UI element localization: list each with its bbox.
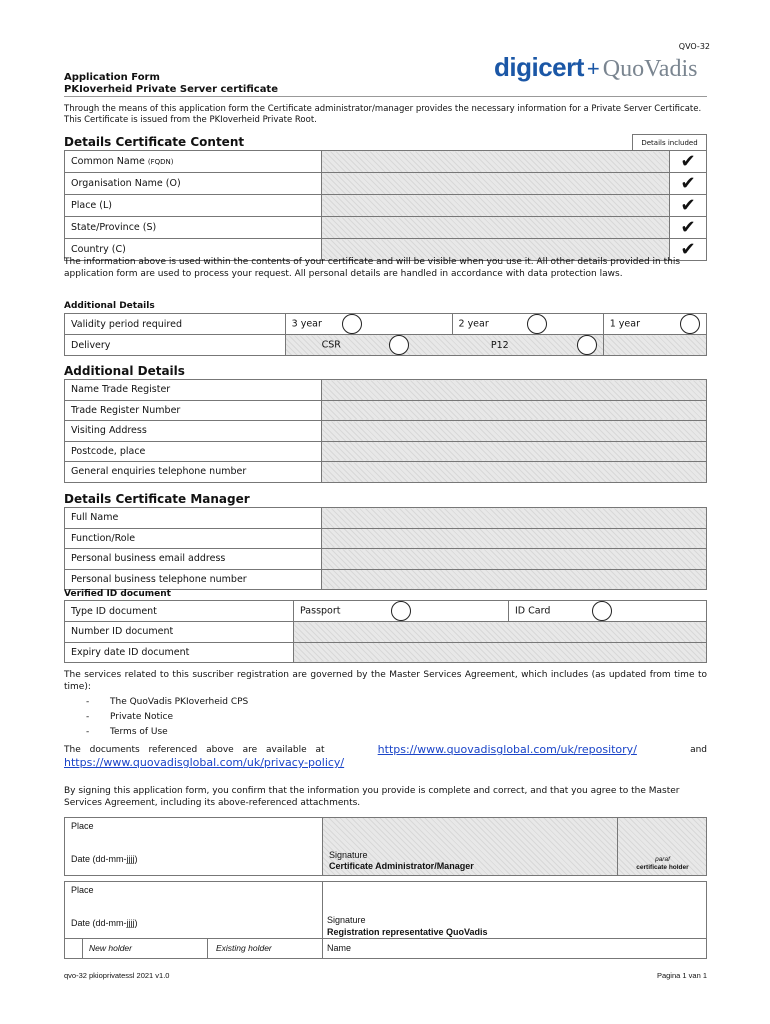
sig1-left	[65, 818, 322, 875]
id-type-label: Type ID document	[65, 601, 294, 622]
visiting-address-field[interactable]	[322, 421, 707, 442]
repository-link[interactable]: https://www.quovadisglobal.com/uk/repository/	[377, 743, 637, 756]
logo-plus: +	[586, 56, 600, 81]
common-name-label: Common Name	[71, 156, 145, 167]
radio-idcard[interactable]	[592, 601, 612, 621]
phone-field[interactable]	[322, 569, 707, 590]
sig2-name-label: Name	[327, 943, 352, 953]
terms-list	[86, 695, 386, 740]
privacy-link[interactable]: https://www.quovadisglobal.com/uk/privacy-policy/	[64, 756, 345, 769]
postcode-place-label: Postcode, place	[65, 441, 322, 462]
table-row	[65, 173, 707, 195]
paraf-label: paraf	[655, 856, 670, 863]
validity-1y-option[interactable]	[603, 314, 706, 335]
place-field[interactable]	[322, 195, 670, 217]
general-phone-label: General enquiries telephone number	[65, 462, 322, 483]
sig2-place-label: Place	[71, 885, 94, 895]
checkmark-icon: ✔	[670, 173, 707, 195]
validity-3y-option[interactable]	[285, 314, 452, 335]
table-row	[65, 462, 707, 483]
validity-delivery-table	[64, 313, 707, 356]
sig1-signature-label: Signature	[329, 850, 368, 860]
cert-content-heading: Details Certificate Content	[64, 135, 245, 149]
row-label	[65, 151, 322, 173]
country-label: Country (C)	[65, 239, 322, 261]
id-expiry-label: Expiry date ID document	[65, 642, 294, 663]
digicert-quovadis-logo	[494, 52, 697, 83]
sig1-place-label: Place	[71, 821, 94, 831]
radio-p12[interactable]	[577, 335, 597, 355]
id-number-label: Number ID document	[65, 622, 294, 643]
cert-content-table	[64, 150, 707, 261]
place-label: Place (L)	[65, 195, 322, 217]
document-code: QVO-32	[678, 42, 710, 51]
common-name-field[interactable]	[322, 151, 670, 173]
new-holder-checkbox[interactable]	[65, 938, 83, 958]
existing-holder-label: Existing holder	[216, 943, 272, 953]
radio-1-year[interactable]	[680, 314, 700, 334]
option-1y-label: 1 year	[609, 318, 640, 330]
sig2-divider	[322, 882, 323, 958]
passport-label: Passport	[300, 605, 341, 617]
additional-table	[64, 379, 707, 483]
sig2-role-label: Registration representative QuoVadis	[327, 927, 488, 937]
validity-2y-option[interactable]	[452, 314, 603, 335]
details-included-header: Details included	[632, 134, 707, 150]
phone-label: Personal business telephone number	[65, 569, 322, 590]
manager-heading: Details Certificate Manager	[64, 492, 250, 506]
full-name-label: Full Name	[65, 508, 322, 529]
validity-label: Validity period required	[65, 314, 286, 335]
title-line-1: Application Form	[64, 72, 160, 83]
list-item: - Terms of Use	[86, 727, 168, 737]
state-province-label: State/Province (S)	[65, 217, 322, 239]
table-row	[65, 642, 707, 663]
id-document-table	[64, 600, 707, 663]
signature-block-quovadis	[64, 881, 707, 959]
table-row	[65, 151, 707, 173]
page-title	[64, 72, 278, 96]
table-row	[65, 622, 707, 643]
idcard-label: ID Card	[515, 605, 551, 617]
organisation-name-field[interactable]	[322, 173, 670, 195]
state-province-field[interactable]	[322, 217, 670, 239]
trade-register-name-field[interactable]	[322, 380, 707, 401]
delivery-label: Delivery	[65, 335, 286, 356]
sig2-signature-label: Signature	[327, 915, 366, 925]
delivery-blank	[603, 335, 706, 356]
table-row	[65, 421, 707, 442]
table-row	[65, 549, 707, 570]
signing-statement: By signing this application form, you confirm that the information you provide is complete and correct, and that you agree to the Master Services Agreement, including its above-referenced attachments.	[64, 786, 680, 808]
available-text: The documents referenced above are available at	[64, 745, 325, 755]
table-row	[65, 314, 707, 335]
option-3y-label: 3 year	[291, 318, 322, 330]
checkmark-icon: ✔	[670, 217, 707, 239]
logo-quovadis: QuoVadis	[602, 56, 698, 82]
sig2-row-divider	[65, 938, 706, 939]
new-holder-label: New holder	[89, 943, 132, 953]
terms-item-privacy: Private Notice	[110, 712, 173, 722]
sig1-date-label: Date (dd-mm-jjjj)	[71, 854, 138, 864]
sig2-date-label: Date (dd-mm-jjjj)	[71, 918, 138, 928]
cert-content-note: The information above is used within the contents of your certificate and will be visible when you use it. All other details provided in this application form are used to process your request. All personal details are handled in accordance with data protection laws.	[64, 257, 681, 279]
manager-table	[64, 507, 707, 590]
table-row	[65, 195, 707, 217]
trade-register-name-label: Name Trade Register	[65, 380, 322, 401]
table-row	[65, 601, 707, 622]
radio-2-year[interactable]	[527, 314, 547, 334]
table-row	[65, 217, 707, 239]
title-line-2: PKIoverheid Private Server certificate	[64, 84, 278, 95]
organisation-name-label: Organisation Name (O)	[65, 173, 322, 195]
existing-holder-checkbox[interactable]	[207, 938, 208, 958]
checkmark-icon: ✔	[670, 239, 707, 261]
privacy-line	[64, 757, 707, 770]
trade-register-number-field[interactable]	[322, 400, 707, 421]
footer-doc-id: qvo-32 pkioprivatessl 2021 v1.0	[64, 971, 170, 980]
option-2y-label: 2 year	[458, 318, 489, 330]
radio-csr[interactable]	[389, 335, 409, 355]
additional-heading: Additional Details	[64, 364, 185, 378]
fqdn-note: (FQDN)	[147, 158, 174, 166]
intro-text: Through the means of this application form the Certificate administrator/manager provides the necessary information for a Private Server Certificate. This Certificate is issued from the PKIoverheid Private Root.	[64, 104, 702, 125]
function-role-field[interactable]	[322, 528, 707, 549]
logo-digicert: digicert	[494, 52, 584, 82]
email-field[interactable]	[322, 549, 707, 570]
list-item: - The QuoVadis PKIoverheid CPS	[86, 697, 249, 707]
header-divider	[64, 96, 707, 97]
verified-id-heading: Verified ID document	[64, 589, 171, 599]
table-row	[65, 569, 707, 590]
checkmark-icon: ✔	[670, 151, 707, 173]
sig1-signature-field[interactable]	[322, 818, 617, 875]
option-p12-label: P12	[490, 339, 509, 351]
trade-register-number-label: Trade Register Number	[65, 400, 322, 421]
table-row	[65, 528, 707, 549]
holder-label: certificate holder	[636, 864, 689, 871]
full-name-field[interactable]	[322, 508, 707, 529]
available-line	[64, 744, 707, 756]
radio-passport[interactable]	[391, 601, 411, 621]
passport-option[interactable]	[294, 601, 509, 622]
idcard-option[interactable]	[509, 601, 707, 622]
radio-3-year[interactable]	[342, 314, 362, 334]
visiting-address-label: Visiting Address	[65, 421, 322, 442]
table-row	[65, 400, 707, 421]
terms-intro: The services related to this suscriber registration are governed by the Master Services Agreement, which includes (as updated from time to time):	[64, 670, 707, 692]
terms-item-cps: The QuoVadis PKIoverheid CPS	[110, 697, 249, 707]
checkmark-icon: ✔	[670, 195, 707, 217]
table-row	[65, 335, 707, 356]
general-phone-field[interactable]	[322, 462, 707, 483]
id-number-field[interactable]	[294, 622, 707, 643]
sig1-role-label: Certificate Administrator/Manager	[329, 861, 474, 871]
sig1-paraf-field[interactable]	[617, 818, 706, 875]
list-item: - Private Notice	[86, 712, 173, 722]
id-expiry-field[interactable]	[294, 642, 707, 663]
function-role-label: Function/Role	[65, 528, 322, 549]
postcode-place-field[interactable]	[322, 441, 707, 462]
option-csr-label: CSR	[321, 339, 341, 351]
terms-item-tou: Terms of Use	[110, 727, 168, 737]
and-text: and	[690, 745, 707, 755]
footer-page-number: Pagina 1 van 1	[656, 971, 707, 980]
table-row	[65, 441, 707, 462]
additional-small-heading: Additional Details	[64, 301, 155, 311]
table-row	[65, 508, 707, 529]
table-row	[65, 380, 707, 401]
email-label: Personal business email address	[65, 549, 322, 570]
delivery-csr-option[interactable]	[285, 335, 603, 356]
signature-block-manager	[64, 817, 707, 876]
